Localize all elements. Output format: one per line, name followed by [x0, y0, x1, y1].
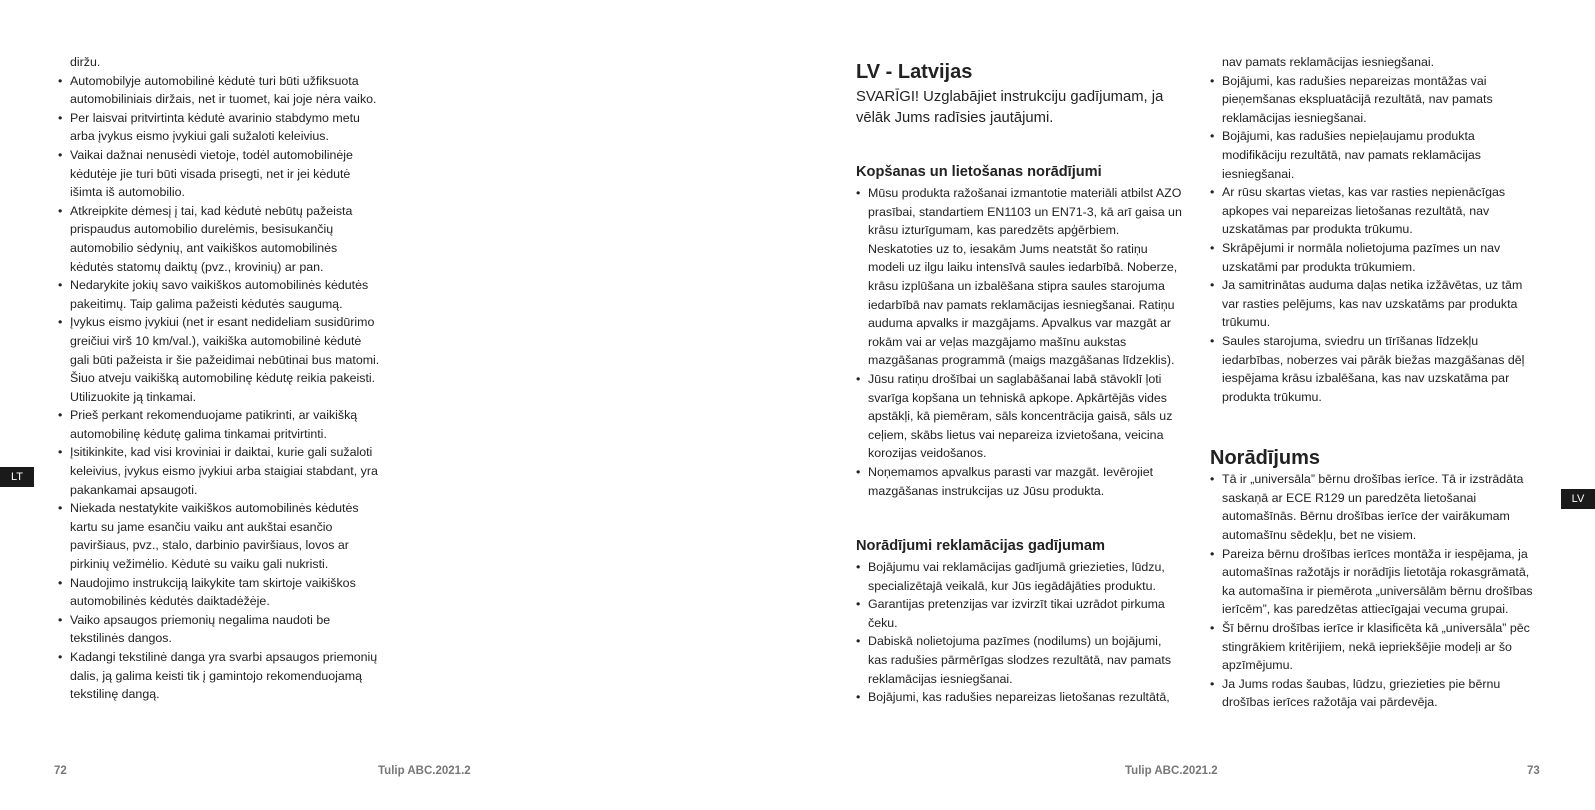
bullet-item: • Ja Jums rodas šaubas, lūdzu, griezieties pie bērnu drošības ierīces ražotāja vai pārdevēja. — [1210, 675, 1540, 712]
bullet-item: • Bojājumu vai reklamācijas gadījumā griezieties, lūdzu, specializētajā veikalā, kur Jūs iegādājāties produktu. — [856, 558, 1183, 595]
bullet-item: • Įsitikinkite, kad visi kroviniai ir daiktai, kurie gali sužaloti keleivius, įvykus eismo įvykiui arba staigiai stabdant, yra pakankamai apsaugoti. — [58, 443, 383, 499]
footer-doc-id-left: Tulip ABC.2021.2 — [378, 765, 471, 777]
bullet-item: • Per laisvai pritvirtinta kėdutė avarinio stabdymo metu arba įvykus eismo įvykiui gali sužaloti keleivius. — [58, 109, 383, 146]
left-page-text-column — [58, 53, 383, 704]
care-bullet-list — [856, 184, 1183, 500]
bullet-item: • Pareiza bērnu drošības ierīces montāža ir iespējama, ja automašīnas ražotājs ir norādījis lietotāja rokasgrāmatā, ka automašīna ir piemērota „universālām bērnu drošības ierīcēm”, kas paredzētas attiecīgajai vecuma grupai. — [1210, 545, 1540, 619]
right-page-column-1 — [856, 60, 1183, 707]
bullet-item: • Bojājumi, kas radušies nepieļaujamu produkta modifikāciju rezultātā, nav pamats reklamācijas iesniegšanai. — [1210, 127, 1540, 183]
footer-doc-id-right: Tulip ABC.2021.2 — [1125, 765, 1218, 777]
continuation-text: nav pamats reklamācijas iesniegšanai. — [1222, 55, 1435, 69]
bullet-item: • Naudojimo instrukciją laikykite tam skirtoje vaikiškos automobilinės kėdutės daiktadėžėje. — [58, 574, 383, 611]
bullet-item: • Kadangi tekstilinė danga yra svarbi apsaugos priemonių dalis, ją galima keisti tik į gamintojo rekomenduojamą tekstilinę dangą. — [58, 648, 383, 704]
bullet-item: • Tā ir „universāla” bērnu drošības ierīce. Tā ir izstrādāta saskaņā ar ECE R129 un paredzēta lietošanai automašīnās. Bērnu drošības ierīce der vairākumam automašīnu sēdekļu, bet ne visiem. — [1210, 470, 1540, 544]
bullet-item: • Atkreipkite dėmesį į tai, kad kėdutė nebūtų pažeista prispaudus automobilio durelėmis, besisukančių automobilio sėdynių, ant vaikiškos automobilinės kėdutės statomų daiktų (pvz., krovinių) ar pan. — [58, 202, 383, 276]
bullet-item: • Skrāpējumi ir normāla nolietojuma pazīmes un nav uzskatāmi par produkta trūkumiem. — [1210, 239, 1540, 276]
language-tab-lt: LT — [0, 467, 34, 487]
bullet-item: • Ar rūsu skartas vietas, kas var rasties nepienācīgas apkopes vai nepareizas lietošanas rezultātā, nav uzskatāmas par produkta trūkumu. — [1210, 183, 1540, 239]
continuation-text: diržu. — [70, 55, 101, 69]
page-title: LV - Latvijas — [856, 61, 973, 83]
bullet-item: • Noņemamos apvalkus parasti var mazgāt. Ievērojiet mazgāšanas instrukcijas uz Jūsu produkta. — [856, 463, 1183, 500]
page-subtitle: SVARĪGI! Uzglabājiet instrukciju gadījumam, ja vēlāk Jums radīsies jautājumi. — [856, 89, 1164, 126]
safety-bullet-list — [58, 72, 383, 704]
notice-heading: Norādījums — [1210, 447, 1321, 470]
notice-bullet-list — [1210, 470, 1540, 712]
bullet-item: • Ja samitrinātas auduma daļas netika izžāvētas, uz tām var rasties pelējums, kas nav uzskatāms par produkta trūkumu. — [1210, 276, 1540, 332]
claims-bullet-list-continued — [1210, 72, 1540, 407]
language-tab-lv: LV — [1561, 489, 1595, 509]
bullet-item: • Prieš perkant rekomenduojame patikrinti, ar vaikišką automobilinę kėdutę galima tinkamai pritvirtinti. — [58, 406, 383, 443]
bullet-item: • Vaiko apsaugos priemonių negalima naudoti be tekstilinės dangos. — [58, 611, 383, 648]
care-heading: Kopšanas un lietošanas norādījumi — [856, 164, 1102, 180]
bullet-item: • Saules starojuma, sviedru un tīrīšanas līdzekļu iedarbības, noberzes vai pārāk biežas mazgāšanas dēļ iespējama krāsu izbalēšana, kas nav uzskatāma par produkta trūkumu. — [1210, 332, 1540, 406]
bullet-item: • Vaikai dažnai nenusėdi vietoje, todėl automobilinėje kėdutėje jie turi būti visada prisegti, net ir jei kėdutė išimta iš automobilio. — [58, 146, 383, 202]
claims-bullet-list — [856, 558, 1183, 707]
right-page-column-2 — [1210, 53, 1540, 712]
bullet-item: • Jūsu ratiņu drošībai un saglabāšanai labā stāvoklī ļoti svarīga kopšana un tehniskā apkope. Apkārtējās vides apstākļi, kā piemēram, sāls koncentrācija gaisā, sāls uz ceļiem, skābs lietus vai nepareiza izvietošana, veicina korozijas veidošanos. — [856, 370, 1183, 463]
bullet-item: • Dabiskā nolietojuma pazīmes (nodilums) un bojājumi, kas radušies pārmērīgas slodzes rezultātā, nav pamats reklamācijas iesniegšanai. — [856, 632, 1183, 688]
page-number-left: 72 — [54, 765, 67, 777]
bullet-item: • Bojājumi, kas radušies nepareizas montāžas vai pieņemšanas ekspluatācijā rezultātā, nav pamats reklamācijas iesniegšanai. — [1210, 72, 1540, 128]
bullet-item: • Įvykus eismo įvykiui (net ir esant nedideliam susidūrimo greičiui virš 10 km/val.), vaikiška automobilinė kėdutė gali būti pažeista ir šie pažeidimai nebūtinai bus matomi. Šiuo atveju vaikišką automobilinę kėdutę reikia pakeisti. Utilizuokite ją tinkamai. — [58, 313, 383, 406]
page-number-right: 73 — [1527, 765, 1540, 777]
bullet-item: • Automobilyje automobilinė kėdutė turi būti užfiksuota automobiliniais diržais, net ir tuomet, kai joje nėra vaiko. — [58, 72, 383, 109]
bullet-item: • Nedarykite jokių savo vaikiškos automobilinės kėdutės pakeitimų. Taip galima pažeisti kėdutės saugumą. — [58, 276, 383, 313]
bullet-item: • Niekada nestatykite vaikiškos automobilinės kėdutės kartu su jame esančiu vaiku ant aukštai esančio paviršiaus, pvz., stalo, darbinio paviršiaus, lovos ar pirkinių vežimėlio. Kėdutė su vaiku gali nukristi. — [58, 499, 383, 573]
bullet-item: • Bojājumi, kas radušies nepareizas lietošanas rezultātā, — [856, 688, 1183, 707]
bullet-item: • Garantijas pretenzijas var izvirzīt tikai uzrādot pirkuma čeku. — [856, 595, 1183, 632]
bullet-item: • Mūsu produkta ražošanai izmantotie materiāli atbilst AZO prasībai, standartiem EN1103 un EN71-3, kā arī gaisa un krāsu izturīgumam, kas paredzēts apģērbiem. Neskatoties uz to, iesakām Jums neatstāt šo ratiņu modeli uz ilgu laiku intensīvā saules iedarbībā. Noberze, krāsu izplūšana un izbalēšana stipra saules starojuma iedarbībā nav pamats reklamācijas iesniegšanai. Ratiņu auduma apvalks ir mazgājams. Apvalkus var mazgāt ar rokām vai ar veļas mazgājamo mašīnu aukstas mazgāšanas programmā (maigs mazgāšanas līdzeklis). — [856, 184, 1183, 370]
claims-heading: Norādījumi reklamācijas gadījumam — [856, 538, 1105, 555]
bullet-item: • Šī bērnu drošības ierīce ir klasificēta kā „universāla” pēc stingrākiem kritērijiem, nekā iepriekšējie modeļi ar šo apzīmējumu. — [1210, 619, 1540, 675]
